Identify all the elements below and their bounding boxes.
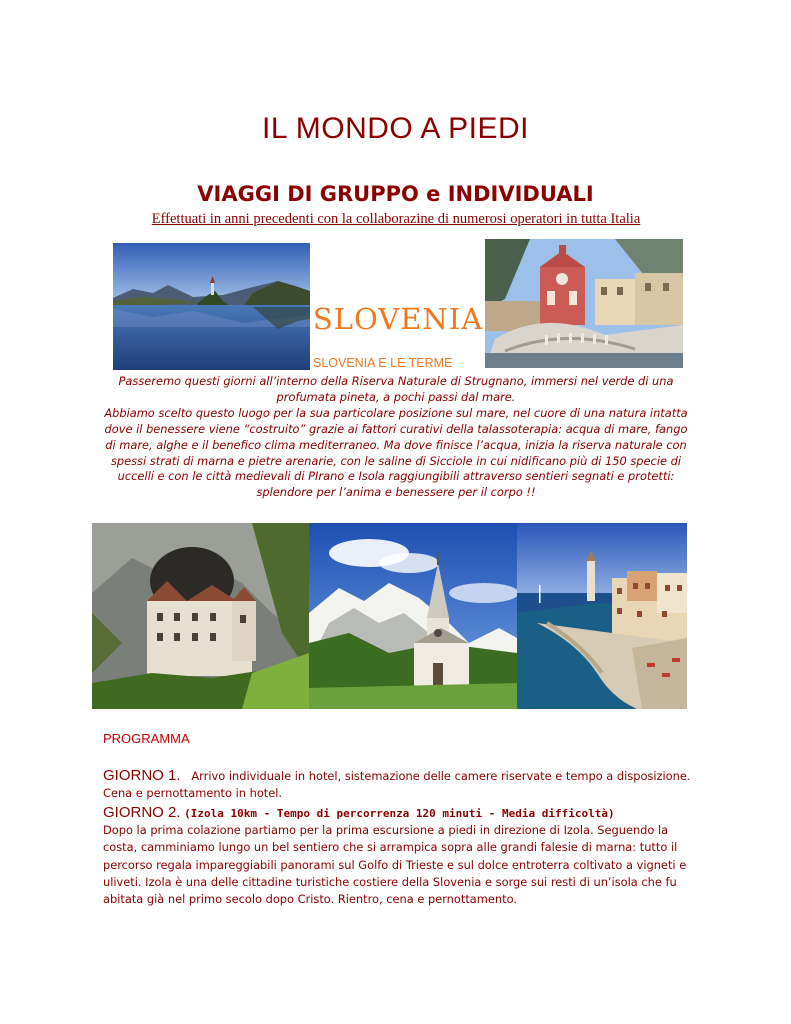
description-paragraph-1: Passeremo questi giorni all’interno della Riserva Naturale di Strugnano, immersi nel verde di una profumata pineta, a pochi passi dal mare. [118,374,674,404]
alpine-church-photo [309,523,517,709]
page-subtitle: VIAGGI DI GRUPPO e INDIVIDUALI [197,182,594,206]
destination-heading: SLOVENIA [312,302,484,336]
intro-text: Effettuati in anni precedenti con la collaborazine di numerosi operatori in tutta Italia [151,211,641,227]
ljubljana-photo [485,239,683,368]
destination-tagline: SLOVENIA E LE TERME [313,356,453,370]
day-1-text: Arrivo individuale in hotel, sistemazione delle camere riservate e tempo a disposizione. Cena e pernottamento in hotel. [103,769,691,801]
day-2-block [103,804,703,908]
page-title: IL MONDO A PIEDI [262,112,529,145]
description-paragraph-2: Abbiamo scelto questo luogo per la sua particolare posizione sul mare, nel cuore di una natura intatta dove il benessere viene “costruito” grazie ai fattori curativi della talassoterapia: acqua di mare, fango di mare, alghe e il benefico clima mediterraneo. Ma dove finisce l’acqua, inizia la riserva naturale con spessi strati di marna e pietre arenarie, con le saline di Sicciole in cui nidificano più di 150 specie di uccelli e con le città medievali di PIrano e Isola raggiungibili attraverso sentieri segnati e protetti: splendore per l’anima e benessere per il corpo !! [104,405,688,500]
piran-coast-photo [517,523,687,709]
day-2-label: GIORNO 2. [103,804,181,821]
programma-heading: PROGRAMMA [103,731,190,746]
lake-bled-photo [113,243,310,370]
castle-photo [92,523,309,709]
day-1-block [103,767,703,802]
day-2-heading: (Izola 10km - Tempo di percorrenza 120 minuti - Media difficoltà) [184,807,615,820]
description-block [100,374,692,501]
day-1-label: GIORNO 1. [103,767,181,784]
day-2-text: Dopo la prima colazione partiamo per la prima escursione a piedi in direzione di Izola. Seguendo la costa, camminiamo lungo un bel sentiero che si arrampica sopra alle grandi falesie di marna: tutto il percorso regala impareggiabili panorami sul Golfo di Trieste e sul dolce entroterra coltivato a vigneti e uliveti. Izola è una delle cittadine turistiche costiere della Slovenia e sorge sui resti di un’isola che fu abitata già nel primo secolo dopo Cristo. Rientro, cena e pernottamento. [103,823,687,907]
